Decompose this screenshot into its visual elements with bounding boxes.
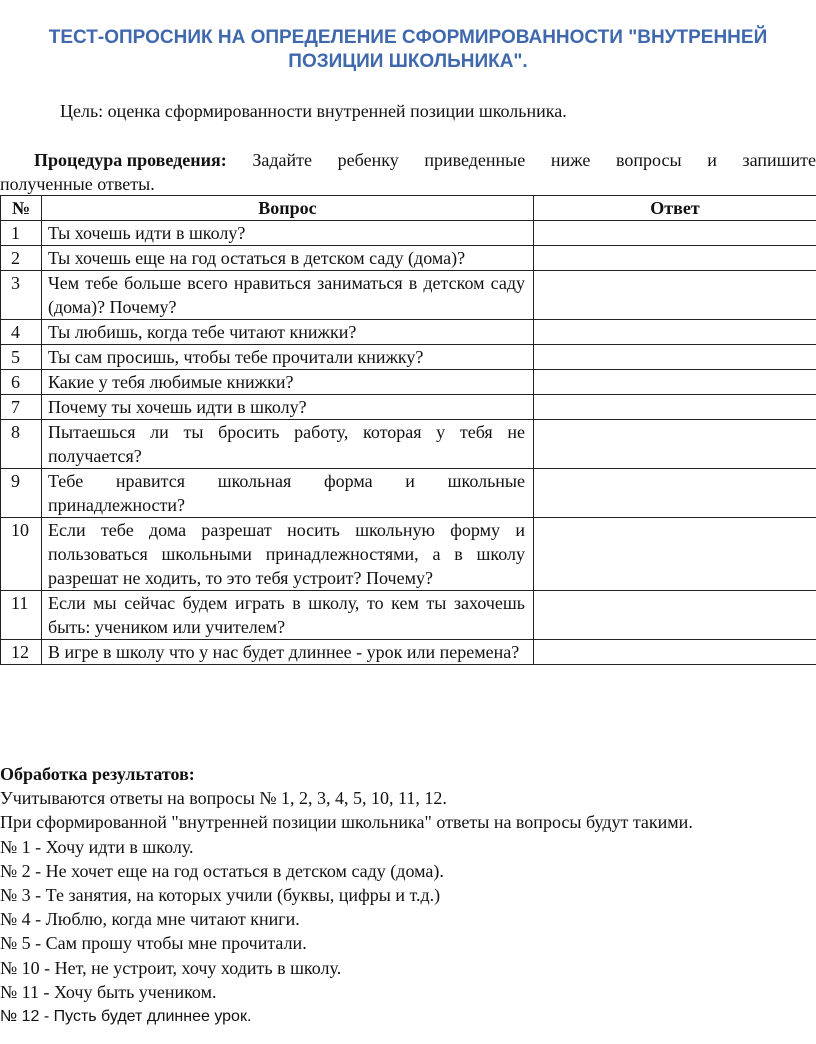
table-row (1, 221, 816, 246)
procedure-label: Процедура проведения: (34, 150, 227, 170)
row-number: 2 (1, 246, 42, 271)
row-answer-cell[interactable] (534, 246, 816, 271)
table-row (1, 345, 816, 370)
row-question: В игре в школу что у нас будет длиннее - урок или перемена? (42, 640, 534, 665)
row-answer-cell[interactable] (534, 271, 816, 320)
goal-text: Цель: оценка сформированности внутренней позиции школьника. (60, 101, 567, 121)
row-question: Если тебе дома разрешат носить школьную форму и пользоваться школьными принадлежностями, а в школу разрешат не ходить, то это тебя устроит? Почему? (42, 518, 534, 591)
procedure-word: ниже (550, 150, 591, 170)
procedure-line-1 (0, 149, 816, 171)
row-answer-cell[interactable] (534, 640, 816, 665)
row-question: Ты сам просишь, чтобы тебе прочитали книжку? (42, 345, 534, 370)
procedure-word: и (707, 150, 717, 170)
row-answer-cell[interactable] (534, 221, 816, 246)
row-question: Ты хочешь идти в школу? (42, 221, 534, 246)
results-line: № 1 - Хочу идти в школу. (0, 836, 194, 857)
table-row (1, 518, 816, 591)
table-header-row (1, 196, 816, 221)
procedure-word: приведенные (424, 150, 526, 170)
results-line: № 10 - Нет, не устроит, хочу ходить в школу. (0, 957, 342, 978)
results-line: № 11 - Хочу быть учеником. (0, 981, 217, 1002)
row-question: Ты хочешь еще на год остаться в детском саду (дома)? (42, 246, 534, 271)
row-number: 3 (1, 271, 42, 320)
row-answer-cell[interactable] (534, 345, 816, 370)
table-row (1, 640, 816, 665)
results-line: При сформированной "внутренней позиции школьника" ответы на вопросы будут такими. (0, 812, 693, 833)
row-number: 1 (1, 221, 42, 246)
header-question: Вопрос (42, 196, 534, 221)
procedure-line-2: полученные ответы. (0, 174, 155, 194)
table-row (1, 591, 816, 640)
results-line: № 5 - Сам прошу чтобы мне прочитали. (0, 933, 307, 954)
procedure-paragraph (0, 149, 816, 195)
row-question: Чем тебе больше всего нравиться заниматься в детском саду (дома)? Почему? (42, 271, 534, 320)
table-row (1, 246, 816, 271)
row-answer-cell[interactable] (534, 395, 816, 420)
results-line: № 4 - Люблю, когда мне читают книги. (0, 909, 300, 930)
procedure-word: вопросы (616, 150, 682, 170)
row-question: Тебе нравится школьная форма и школьные принадлежности? (42, 469, 534, 518)
results-line: № 3 - Те занятия, на которых учили (буквы, цифры и т.д.) (0, 885, 441, 906)
row-answer-cell[interactable] (534, 469, 816, 518)
procedure-word: запишите (742, 150, 816, 170)
table-row (1, 469, 816, 518)
row-number: 10 (1, 518, 42, 591)
row-answer-cell[interactable] (534, 370, 816, 395)
table-row (1, 370, 816, 395)
table-row (1, 395, 816, 420)
table-row (1, 271, 816, 320)
header-answer: Ответ (534, 196, 816, 221)
row-number: 4 (1, 320, 42, 345)
row-question: Ты любишь, когда тебе читают книжки? (42, 320, 534, 345)
row-answer-cell[interactable] (534, 591, 816, 640)
row-answer-cell[interactable] (534, 518, 816, 591)
row-answer-cell[interactable] (534, 420, 816, 469)
header-num: № (1, 196, 42, 221)
row-number: 5 (1, 345, 42, 370)
row-number: 8 (1, 420, 42, 469)
row-number: 12 (1, 640, 42, 665)
results-section (0, 762, 816, 1028)
questions-table (0, 195, 816, 665)
title-line-2: ПОЗИЦИИ ШКОЛЬНИКА". (288, 51, 528, 72)
row-number: 11 (1, 591, 42, 640)
row-question: Какие у тебя любимые книжки? (42, 370, 534, 395)
table-row (1, 320, 816, 345)
results-line: Учитываются ответы на вопросы № 1, 2, 3, 4, 5, 10, 11, 12. (0, 788, 447, 809)
row-number: 7 (1, 395, 42, 420)
page-title (0, 26, 816, 74)
row-answer-cell[interactable] (534, 320, 816, 345)
procedure-word: Задайте (252, 150, 313, 170)
row-question: Пытаешься ли ты бросить работу, которая у тебя не получается? (42, 420, 534, 469)
table-body (1, 221, 816, 665)
title-line-1: ТЕСТ-ОПРОСНИК НА ОПРЕДЕЛЕНИЕ СФОРМИРОВАННОСТИ "ВНУТРЕННЕЙ (48, 27, 768, 48)
row-question: Если мы сейчас будем играть в школу, то кем ты захочешь быть: учеником или учителем? (42, 591, 534, 640)
row-question: Почему ты хочешь идти в школу? (42, 395, 534, 420)
results-line-last: № 12 - Пусть будет длиннее урок. (0, 1008, 252, 1026)
procedure-word: ребенку (337, 150, 399, 170)
table-row (1, 420, 816, 469)
results-heading: Обработка результатов: (0, 764, 195, 784)
row-number: 6 (1, 370, 42, 395)
results-line: № 2 - Не хочет еще на год остаться в детском саду (дома). (0, 860, 444, 881)
row-number: 9 (1, 469, 42, 518)
